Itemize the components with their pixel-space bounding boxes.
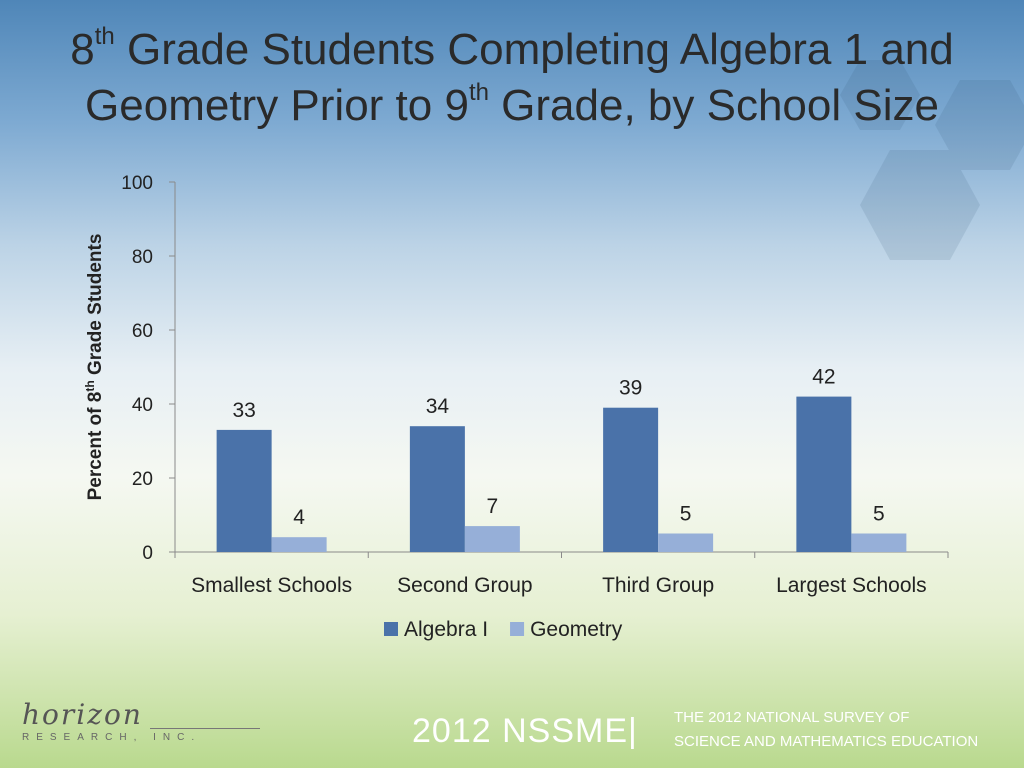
legend-swatch-algebra: [384, 622, 398, 636]
survey-name-line-1: THE 2012 NATIONAL SURVEY OF: [674, 709, 910, 726]
y-tick-label: 100: [121, 173, 153, 194]
legend-label: Algebra I: [404, 618, 489, 641]
y-tick-label: 60: [131, 321, 153, 342]
legend-label: Geometry: [530, 618, 623, 641]
data-label: 4: [293, 506, 305, 530]
survey-full-name: [674, 706, 978, 754]
y-axis-label: [83, 234, 106, 501]
data-label: 7: [486, 495, 499, 519]
title-text: Grade, by School Size: [488, 81, 939, 130]
bar-geometry: [272, 537, 327, 552]
logo-subtitle: RESEARCH, INC.: [22, 732, 202, 743]
x-category-label: Third Group: [602, 574, 715, 597]
y-tick-label: 20: [131, 469, 153, 490]
y-tick-label: 40: [131, 395, 153, 416]
x-category-label: Largest Schools: [776, 574, 927, 597]
bar-algebra: [217, 430, 272, 552]
y-axis-label-text: Percent of 8: [85, 391, 106, 501]
y-tick-label: 80: [131, 247, 153, 268]
x-category-label: Second Group: [397, 574, 533, 597]
logo-wordmark: horizon: [22, 698, 143, 731]
footer-divider: |: [628, 712, 638, 750]
title-superscript: th: [94, 23, 115, 50]
logo-underline: [150, 728, 260, 729]
bar-algebra: [796, 397, 851, 552]
x-category-label: Smallest Schools: [191, 574, 353, 597]
y-tick-label: 0: [142, 543, 153, 564]
survey-short-text: 2012 NSSME: [412, 712, 628, 750]
survey-short-name: [412, 712, 638, 751]
title-text: 8: [70, 25, 95, 74]
data-label: 33: [232, 398, 256, 422]
bar-geometry: [465, 526, 520, 552]
title-text: Grade Students Completing Algebra 1 and: [114, 25, 954, 74]
bar-algebra: [603, 408, 658, 552]
bar-geometry: [658, 534, 713, 553]
data-label: 34: [425, 395, 450, 419]
y-axis-label-superscript: th: [83, 380, 97, 392]
data-label: 5: [679, 502, 692, 526]
data-label: 39: [618, 376, 643, 400]
data-label: 42: [812, 365, 836, 389]
title-text: Geometry Prior to 9: [85, 81, 469, 130]
bar-geometry: [851, 534, 906, 553]
horizon-research-logo: [20, 700, 250, 750]
title-superscript: th: [468, 79, 489, 106]
survey-name-line-2: SCIENCE AND MATHEMATICS EDUCATION: [674, 733, 979, 750]
data-label: 5: [873, 502, 885, 526]
bar-algebra: [410, 426, 465, 552]
y-axis-label-text: Grade Students: [85, 233, 106, 381]
legend-swatch-geometry: [510, 622, 524, 636]
